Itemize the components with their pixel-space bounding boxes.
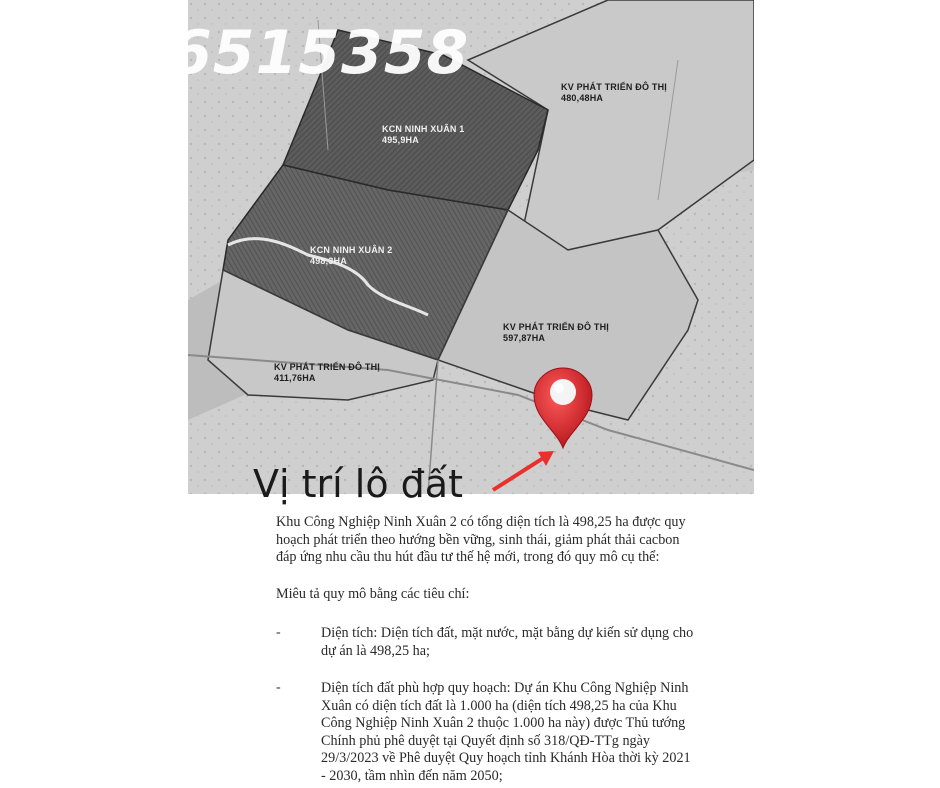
bullet-dash: - xyxy=(276,625,281,640)
zone-area: 495,9HA xyxy=(382,135,419,145)
text-line: 29/3/2023 về Phê duyệt Quy hoạch tỉnh Khánh Hòa thời kỳ 2021 xyxy=(321,750,691,766)
zone-area: 498,3HA xyxy=(310,256,347,266)
zone-label-kcn-2 xyxy=(310,245,393,267)
text-line: hoạch phát triển theo hướng bền vững, sinh thái, giảm phát thải cacbon xyxy=(276,531,680,548)
text-line: Khu Công Nghiệp Ninh Xuân 2 có tổng diện tích là 498,25 ha được quy xyxy=(276,514,686,530)
zone-name: KV PHÁT TRIỂN ĐÔ THỊ xyxy=(274,362,381,372)
zone-area: 480,48HA xyxy=(561,93,604,103)
bullet-dash: - xyxy=(276,680,281,695)
location-caption: Vị trí lô đất xyxy=(253,462,463,506)
text-line: Diện tích đất phù hợp quy hoạch: Dự án Khu Công Nghiệp Ninh xyxy=(321,680,689,696)
zone-area: 411,76HA xyxy=(274,373,316,383)
phone-watermark: 6515358 xyxy=(170,18,470,88)
text-line: - 2030, tầm nhìn đến năm 2050; xyxy=(321,767,503,784)
zone-label-urban-north xyxy=(561,82,667,104)
text-line: Diện tích: Diện tích đất, mặt nước, mặt bằng dự kiến sử dụng cho xyxy=(321,625,694,641)
zone-label-urban-east xyxy=(503,322,609,344)
text-line: đáp ứng nhu cầu thu hút đầu tư thế hệ mới, trong đó quy mô cụ thể: xyxy=(276,549,660,565)
intro-paragraph xyxy=(276,514,754,567)
criteria-heading: Miêu tả quy mô bằng các tiêu chí: xyxy=(276,586,470,602)
zone-name: KV PHÁT TRIỂN ĐÔ THỊ xyxy=(561,82,668,92)
zone-area: 597,87HA xyxy=(503,333,546,343)
zone-name: KCN NINH XUÂN 1 xyxy=(382,124,465,134)
text-line: Công Nghiệp Ninh Xuân 2 thuộc 1.000 ha này) được Thủ tướng xyxy=(321,715,686,731)
zone-name: KV PHÁT TRIỂN ĐÔ THỊ xyxy=(503,322,610,332)
criteria-item-area xyxy=(321,625,754,660)
text-line: Chính phủ phê duyệt tại Quyết định số 318/QĐ-TTg ngày xyxy=(321,732,651,749)
zone-name: KCN NINH XUÂN 2 xyxy=(310,245,393,255)
zone-label-kcn-1 xyxy=(382,124,465,146)
zone-label-urban-south xyxy=(274,362,380,384)
text-line: Xuân có diện tích đất là 1.000 ha (diện tích 498,25 ha của Khu xyxy=(321,697,677,714)
text-line: dự án là 498,25 ha; xyxy=(321,642,430,659)
criteria-item-planning xyxy=(321,680,754,785)
